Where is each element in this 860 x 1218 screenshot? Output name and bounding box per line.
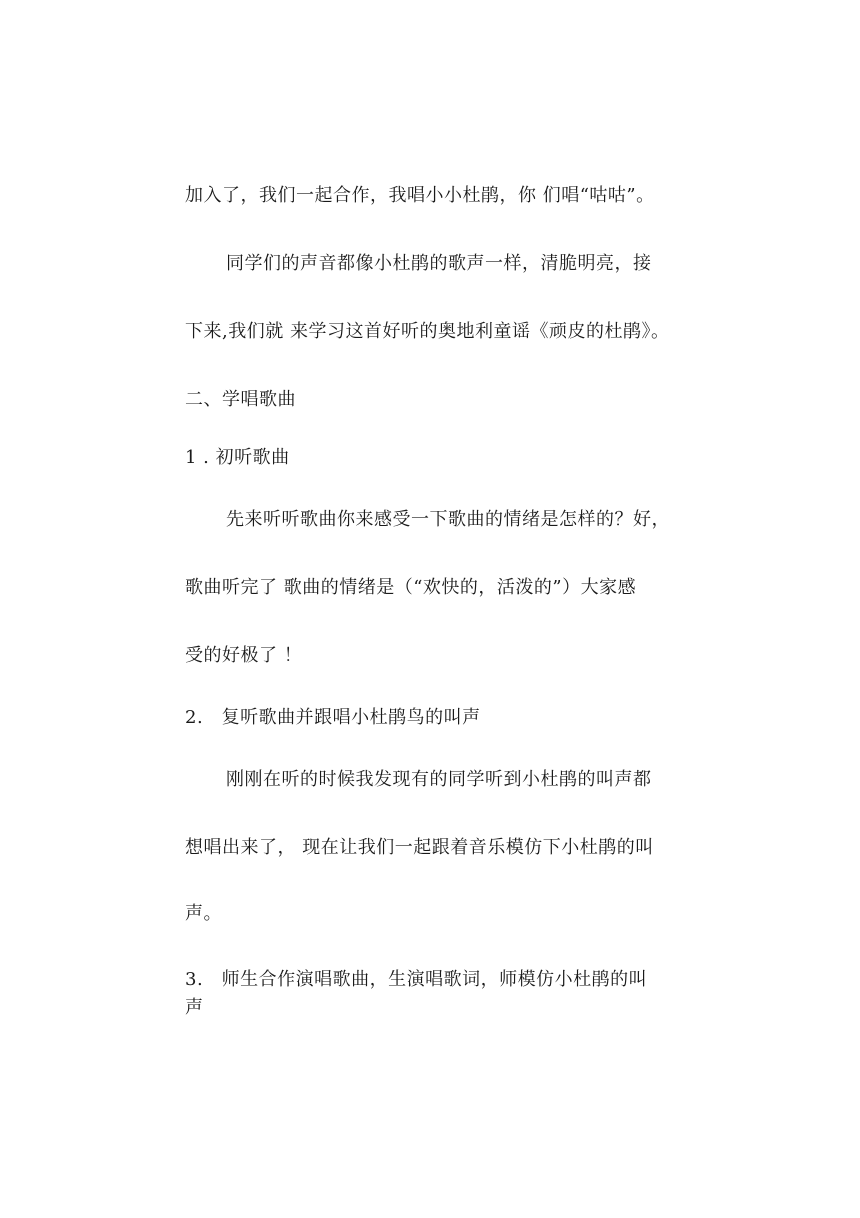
paragraph-line-5: 歌曲听完了 歌曲的情绪是（“欢快的，活泼的”）大家感 (185, 577, 637, 598)
subheading-1: 1 . 初听歌曲 (185, 447, 290, 468)
paragraph-line-3: 下来,我们就 来学习这首好听的奥地利童谣《顽皮的杜鹃》。 (185, 321, 670, 342)
paragraph-line-9: 声。 (185, 903, 222, 924)
paragraph-line-1: 加入了，我们一起合作，我唱小小杜鹃，你 们唱“咕咕”。 (185, 185, 655, 206)
paragraph-line-2: 同学们的声音都像小杜鹃的歌声一样，清脆明亮，接 (226, 253, 652, 274)
paragraph-line-10: 声 (185, 997, 204, 1018)
paragraph-line-4: 先来听听歌曲你来感受一下歌曲的情绪是怎样的？好， (226, 509, 670, 530)
paragraph-line-7: 刚刚在听的时候我发现有的同学听到小杜鹃的叫声都 (226, 769, 652, 790)
section-heading: 二、学唱歌曲 (185, 389, 296, 410)
paragraph-line-8: 想唱出来了， 现在让我们一起跟着音乐模仿下小杜鹃的叫 (185, 837, 654, 858)
subheading-3: 3. 师生合作演唱歌曲，生演唱歌词，师模仿小杜鹃的叫 (185, 969, 648, 990)
paragraph-line-6: 受的好极了 ！ (185, 645, 303, 666)
subheading-2: 2. 复听歌曲并跟唱小杜鹃鸟的叫声 (185, 707, 481, 728)
